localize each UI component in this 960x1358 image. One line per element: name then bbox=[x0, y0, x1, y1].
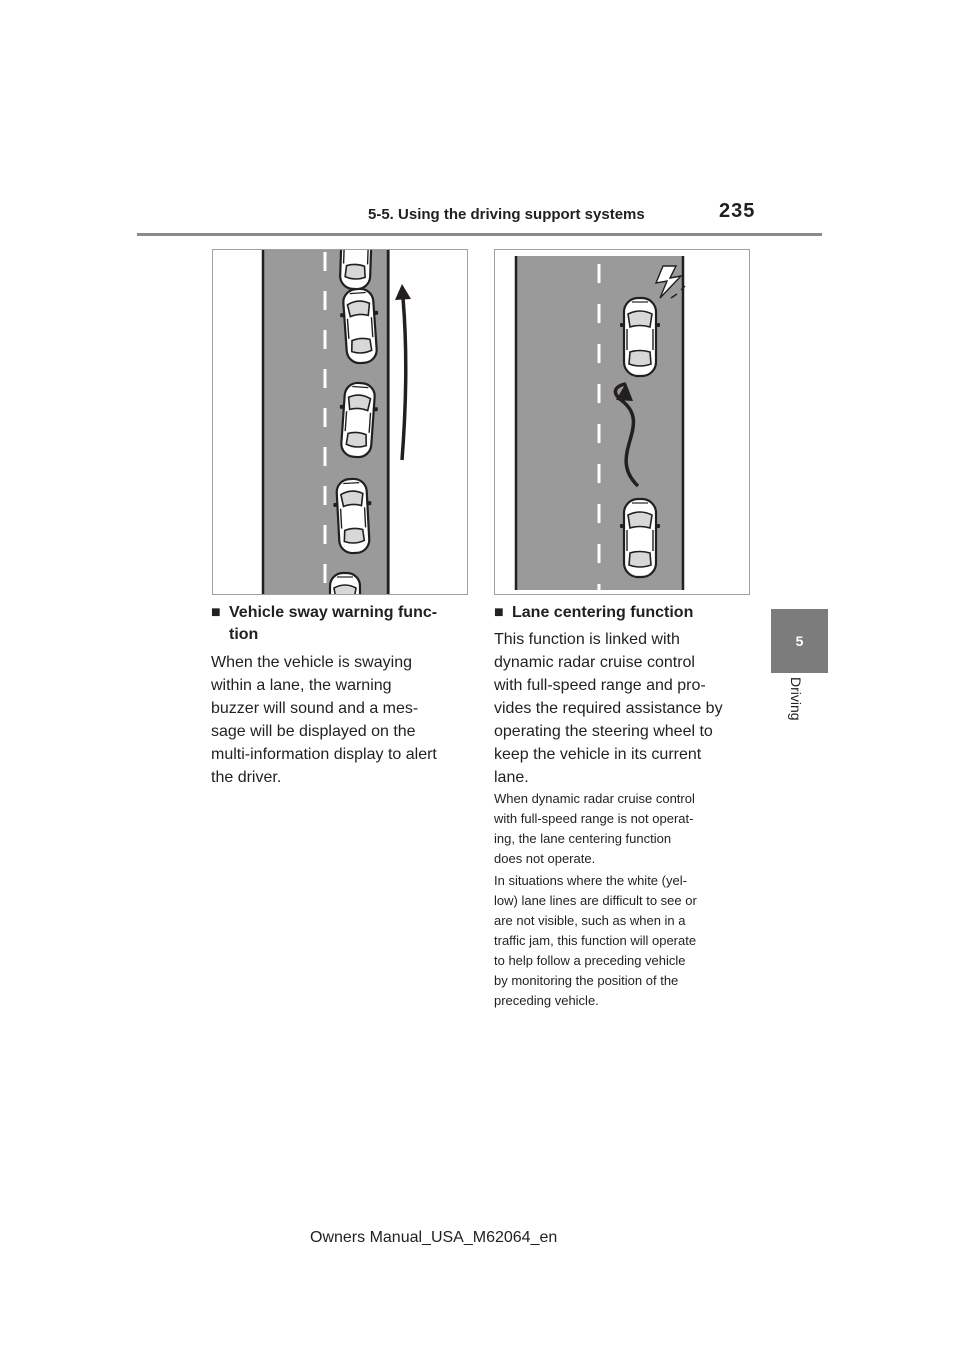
page-number: 235 bbox=[719, 200, 756, 222]
document-footer: Owners Manual_USA_M62064_en bbox=[310, 1229, 558, 1246]
lane-centering-note-1 bbox=[494, 789, 695, 869]
heading-line: Vehicle sway warning func- bbox=[229, 604, 438, 621]
vehicle-sway-body bbox=[211, 651, 437, 789]
note-line: does not operate. bbox=[494, 851, 596, 866]
note-line: In situations where the white (yel- bbox=[494, 873, 687, 888]
note-line: ing, the lane centering function bbox=[494, 831, 672, 846]
body-line: buzzer will sound and a mes- bbox=[211, 700, 419, 717]
heading-line: Lane centering function bbox=[512, 604, 694, 621]
header-divider bbox=[137, 233, 822, 236]
note-line: to help follow a preceding vehicle bbox=[494, 953, 686, 968]
body-line: lane. bbox=[494, 769, 529, 786]
heading-line: tion bbox=[229, 626, 259, 643]
body-line: keep the vehicle in its current bbox=[494, 746, 702, 763]
body-line: within a lane, the warning bbox=[211, 677, 392, 694]
lane-centering-illustration bbox=[494, 249, 750, 595]
square-bullet-icon: ■ bbox=[211, 604, 221, 621]
chapter-label: Driving bbox=[788, 677, 804, 721]
square-bullet-icon: ■ bbox=[494, 604, 504, 621]
body-line: dynamic radar cruise control bbox=[494, 654, 695, 671]
lane-centering-heading bbox=[494, 602, 693, 624]
body-line: the driver. bbox=[211, 769, 282, 786]
body-line: multi-information display to alert bbox=[211, 746, 437, 763]
vehicle-sway-heading bbox=[211, 602, 437, 646]
note-line: preceding vehicle. bbox=[494, 993, 599, 1008]
note-line: low) lane lines are difficult to see or bbox=[494, 893, 697, 908]
body-line: sage will be displayed on the bbox=[211, 723, 416, 740]
note-line: with full-speed range is not operat- bbox=[494, 811, 694, 826]
note-line: When dynamic radar cruise control bbox=[494, 791, 695, 806]
note-line: are not visible, such as when in a bbox=[494, 913, 686, 928]
body-line: This function is linked with bbox=[494, 631, 680, 648]
body-line: When the vehicle is swaying bbox=[211, 654, 412, 671]
note-line: by monitoring the position of the bbox=[494, 973, 679, 988]
chapter-tab bbox=[771, 609, 828, 673]
vehicle-sway-illustration bbox=[212, 249, 468, 595]
section-title: 5-5. Using the driving support systems bbox=[368, 206, 645, 223]
chapter-number: 5 bbox=[795, 633, 804, 649]
note-line: traffic jam, this function will operate bbox=[494, 933, 697, 948]
lane-centering-note-2 bbox=[494, 871, 697, 1011]
body-line: with full-speed range and pro- bbox=[494, 677, 706, 694]
lane-centering-body bbox=[494, 628, 723, 789]
body-line: operating the steering wheel to bbox=[494, 723, 713, 740]
body-line: vides the required assistance by bbox=[494, 700, 723, 717]
